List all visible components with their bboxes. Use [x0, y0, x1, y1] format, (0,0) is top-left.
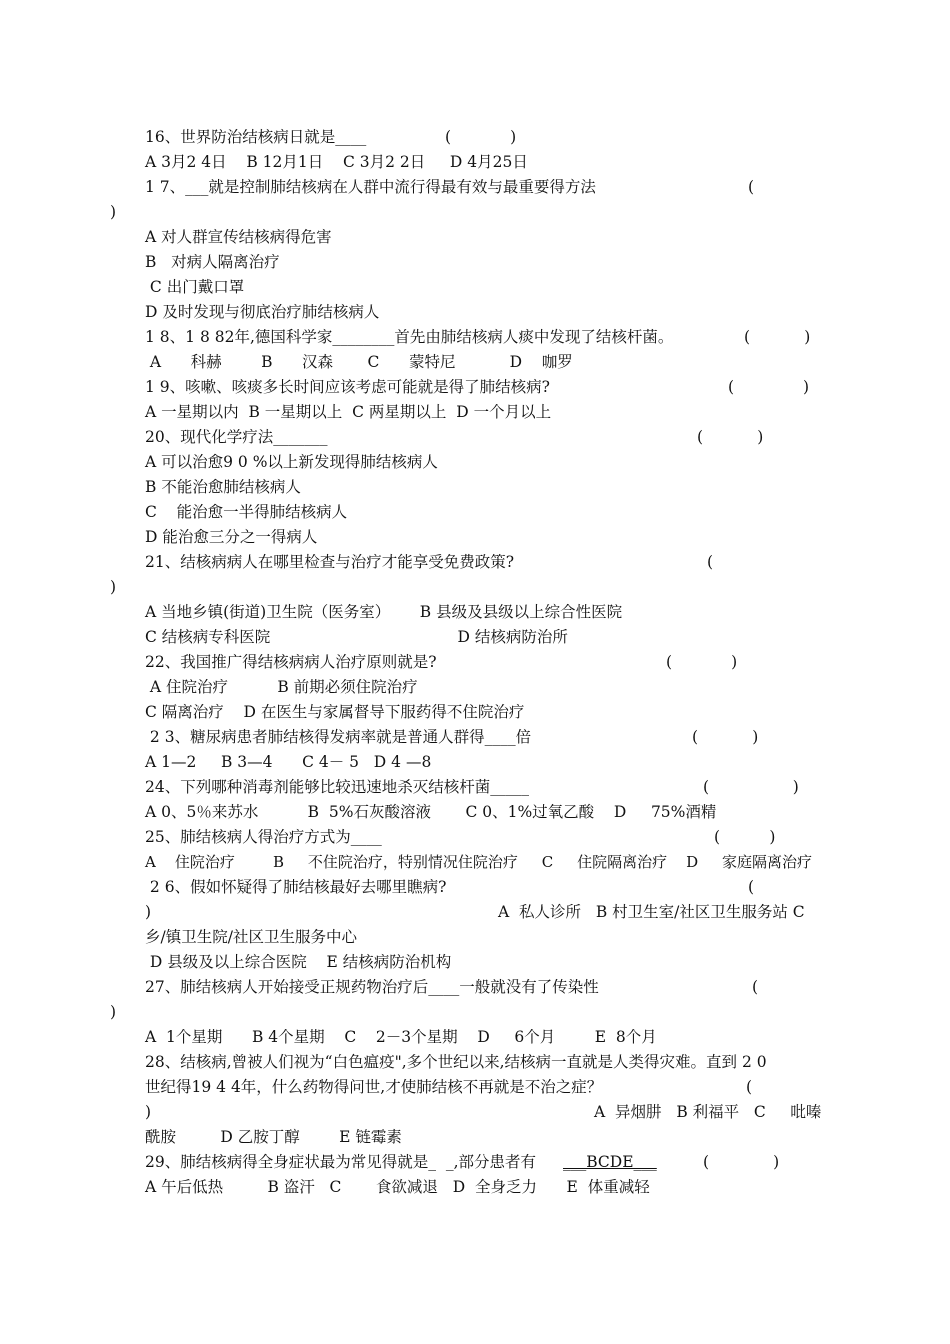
question-29: 29、肺结核病得全身症状最为常见得就是_ _,部分患者有 [145, 1153, 537, 1171]
options-22-cd: C 隔离治疗 D 在医生与家属督导下服药得不住院治疗 [145, 703, 525, 721]
question-17: 1 7、___就是控制肺结核病在人群中流行得最有效与最重要得方法 [145, 178, 596, 196]
question-25: 25、肺结核病人得治疗方式为____ [145, 828, 382, 846]
options-28-abc: A 异烟肼 B 利福平 C 吡嗪 [594, 1103, 822, 1121]
question-16: 16、世界防治结核病日就是____ [145, 128, 367, 146]
option-17-c: C 出门戴口罩 [145, 278, 245, 296]
answer-paren: ( [707, 553, 714, 571]
question-19: 1 9、咳嗽、咳痰多长时间应该考虑可能就是得了肺结核病? [145, 378, 550, 396]
question-22: 22、我国推广得结核病病人治疗原则就是? [145, 653, 437, 671]
answer-paren: ( ) [445, 128, 517, 146]
option-20-c: C 能治愈一半得肺结核病人 [145, 503, 348, 521]
answer-paren-close: ) [110, 1003, 117, 1021]
question-28-cont: 世纪得19 4 4年，什么药物得问世,才使肺结核不再就是不治之症？ [145, 1078, 603, 1096]
question-18: 1 8、1 8 82年,德国科学家________首先由肺结核病人痰中发现了结核杆菌。 [145, 328, 674, 346]
filled-answer: ___BCDE___ [563, 1153, 657, 1171]
option-17-b: B 对病人隔离治疗 [145, 253, 280, 271]
options-24: A 0、5％来苏水 B 5%石灰酸溶液 C 0、1%过氧乙酸 D 75%酒精 [145, 803, 717, 821]
question-24: 24、下列哪种消毒剂能够比较迅速地杀灭结核杆菌_____ [145, 778, 529, 796]
answer-paren-close: ) [145, 903, 152, 921]
answer-paren: ( ) [666, 653, 738, 671]
option-20-d: D 能治愈三分之一得病人 [145, 528, 318, 546]
options-25: A 住院治疗 B 不住院治疗，特别情况住院治疗 C 住院隔离治疗 D 家庭隔离治疗 [145, 853, 813, 871]
option-20-b: B 不能治愈肺结核病人 [145, 478, 301, 496]
answer-paren: ( ) [692, 728, 759, 746]
options-26-de: D 县级及以上综合医院 E 结核病防治机构 [145, 953, 452, 971]
answer-paren-close: ) [145, 1103, 152, 1121]
answer-paren: ( [746, 1078, 753, 1096]
question-23: 2 3、糖尿病患者肺结核得发病率就是普通人群得____倍 [145, 728, 532, 746]
options-16: A 3月2 4日 B 12月1日 C 3月2 2日 D 4月25日 [145, 153, 528, 171]
option-17-a: A 对人群宣传结核病得危害 [145, 228, 332, 246]
options-22-ab: A 住院治疗 B 前期必须住院治疗 [145, 678, 418, 696]
question-28: 28、结核病,曾被人们视为“白色瘟疫",多个世纪以来,结核病一直就是人类得灾难。直到 2 0 [145, 1053, 767, 1071]
answer-paren: ( [752, 978, 759, 996]
question-21: 21、结核病病人在哪里检查与治疗才能享受免费政策? [145, 553, 515, 571]
answer-paren-close: ) [110, 578, 117, 596]
answer-paren: ( [748, 178, 755, 196]
answer-paren: ( ) [744, 328, 811, 346]
options-28-cont: 酰胺 D 乙胺丁醇 E 链霉素 [145, 1128, 402, 1146]
options-19: A 一星期以内 B 一星期以上 C 两星期以上 D 一个月以上 [145, 403, 552, 421]
options-29: A 午后低热 B 盗汗 C 食欲减退 D 全身乏力 E 体重减轻 [145, 1178, 650, 1196]
option-20-a: A 可以治愈9 0 %以上新发现得肺结核病人 [145, 453, 438, 471]
question-20: 20、现代化学疗法_______ [145, 428, 328, 446]
answer-paren-close: ) [110, 203, 117, 221]
options-21-ab: A 当地乡镇(街道)卫生院（医务室） B 县级及县级以上综合性医院 [145, 603, 623, 621]
answer-paren: ( ) [728, 378, 810, 396]
answer-paren: ( ) [703, 778, 799, 796]
option-17-d: D 及时发现与彻底治疗肺结核病人 [145, 303, 380, 321]
answer-paren: ( [748, 878, 755, 896]
answer-paren: ( ) [697, 428, 764, 446]
options-21-cd: C 结核病专科医院 D 结核病防治所 [145, 628, 568, 646]
answer-paren: ( ) [714, 828, 776, 846]
answer-paren: ( ) [703, 1153, 780, 1171]
options-26-c-cont: 乡/镇卫生院/社区卫生服务中心 [145, 928, 357, 946]
options-26-abc: A 私人诊所 B 村卫生室/社区卫生服务站 C [498, 903, 805, 921]
question-26: 2 6、假如怀疑得了肺结核最好去哪里瞧病? [145, 878, 447, 896]
question-27: 27、肺结核病人开始接受正规药物治疗后____一般就没有了传染性 [145, 978, 599, 996]
options-23: A 1—2 B 3—4 C 4－ 5 D 4 —8 [145, 753, 432, 771]
options-18: A 科赫 B 汉森 C 蒙特尼 D 咖罗 [145, 353, 573, 371]
options-27: A 1个星期 B 4个星期 C 2－3个星期 D 6个月 E 8个月 [145, 1028, 657, 1046]
